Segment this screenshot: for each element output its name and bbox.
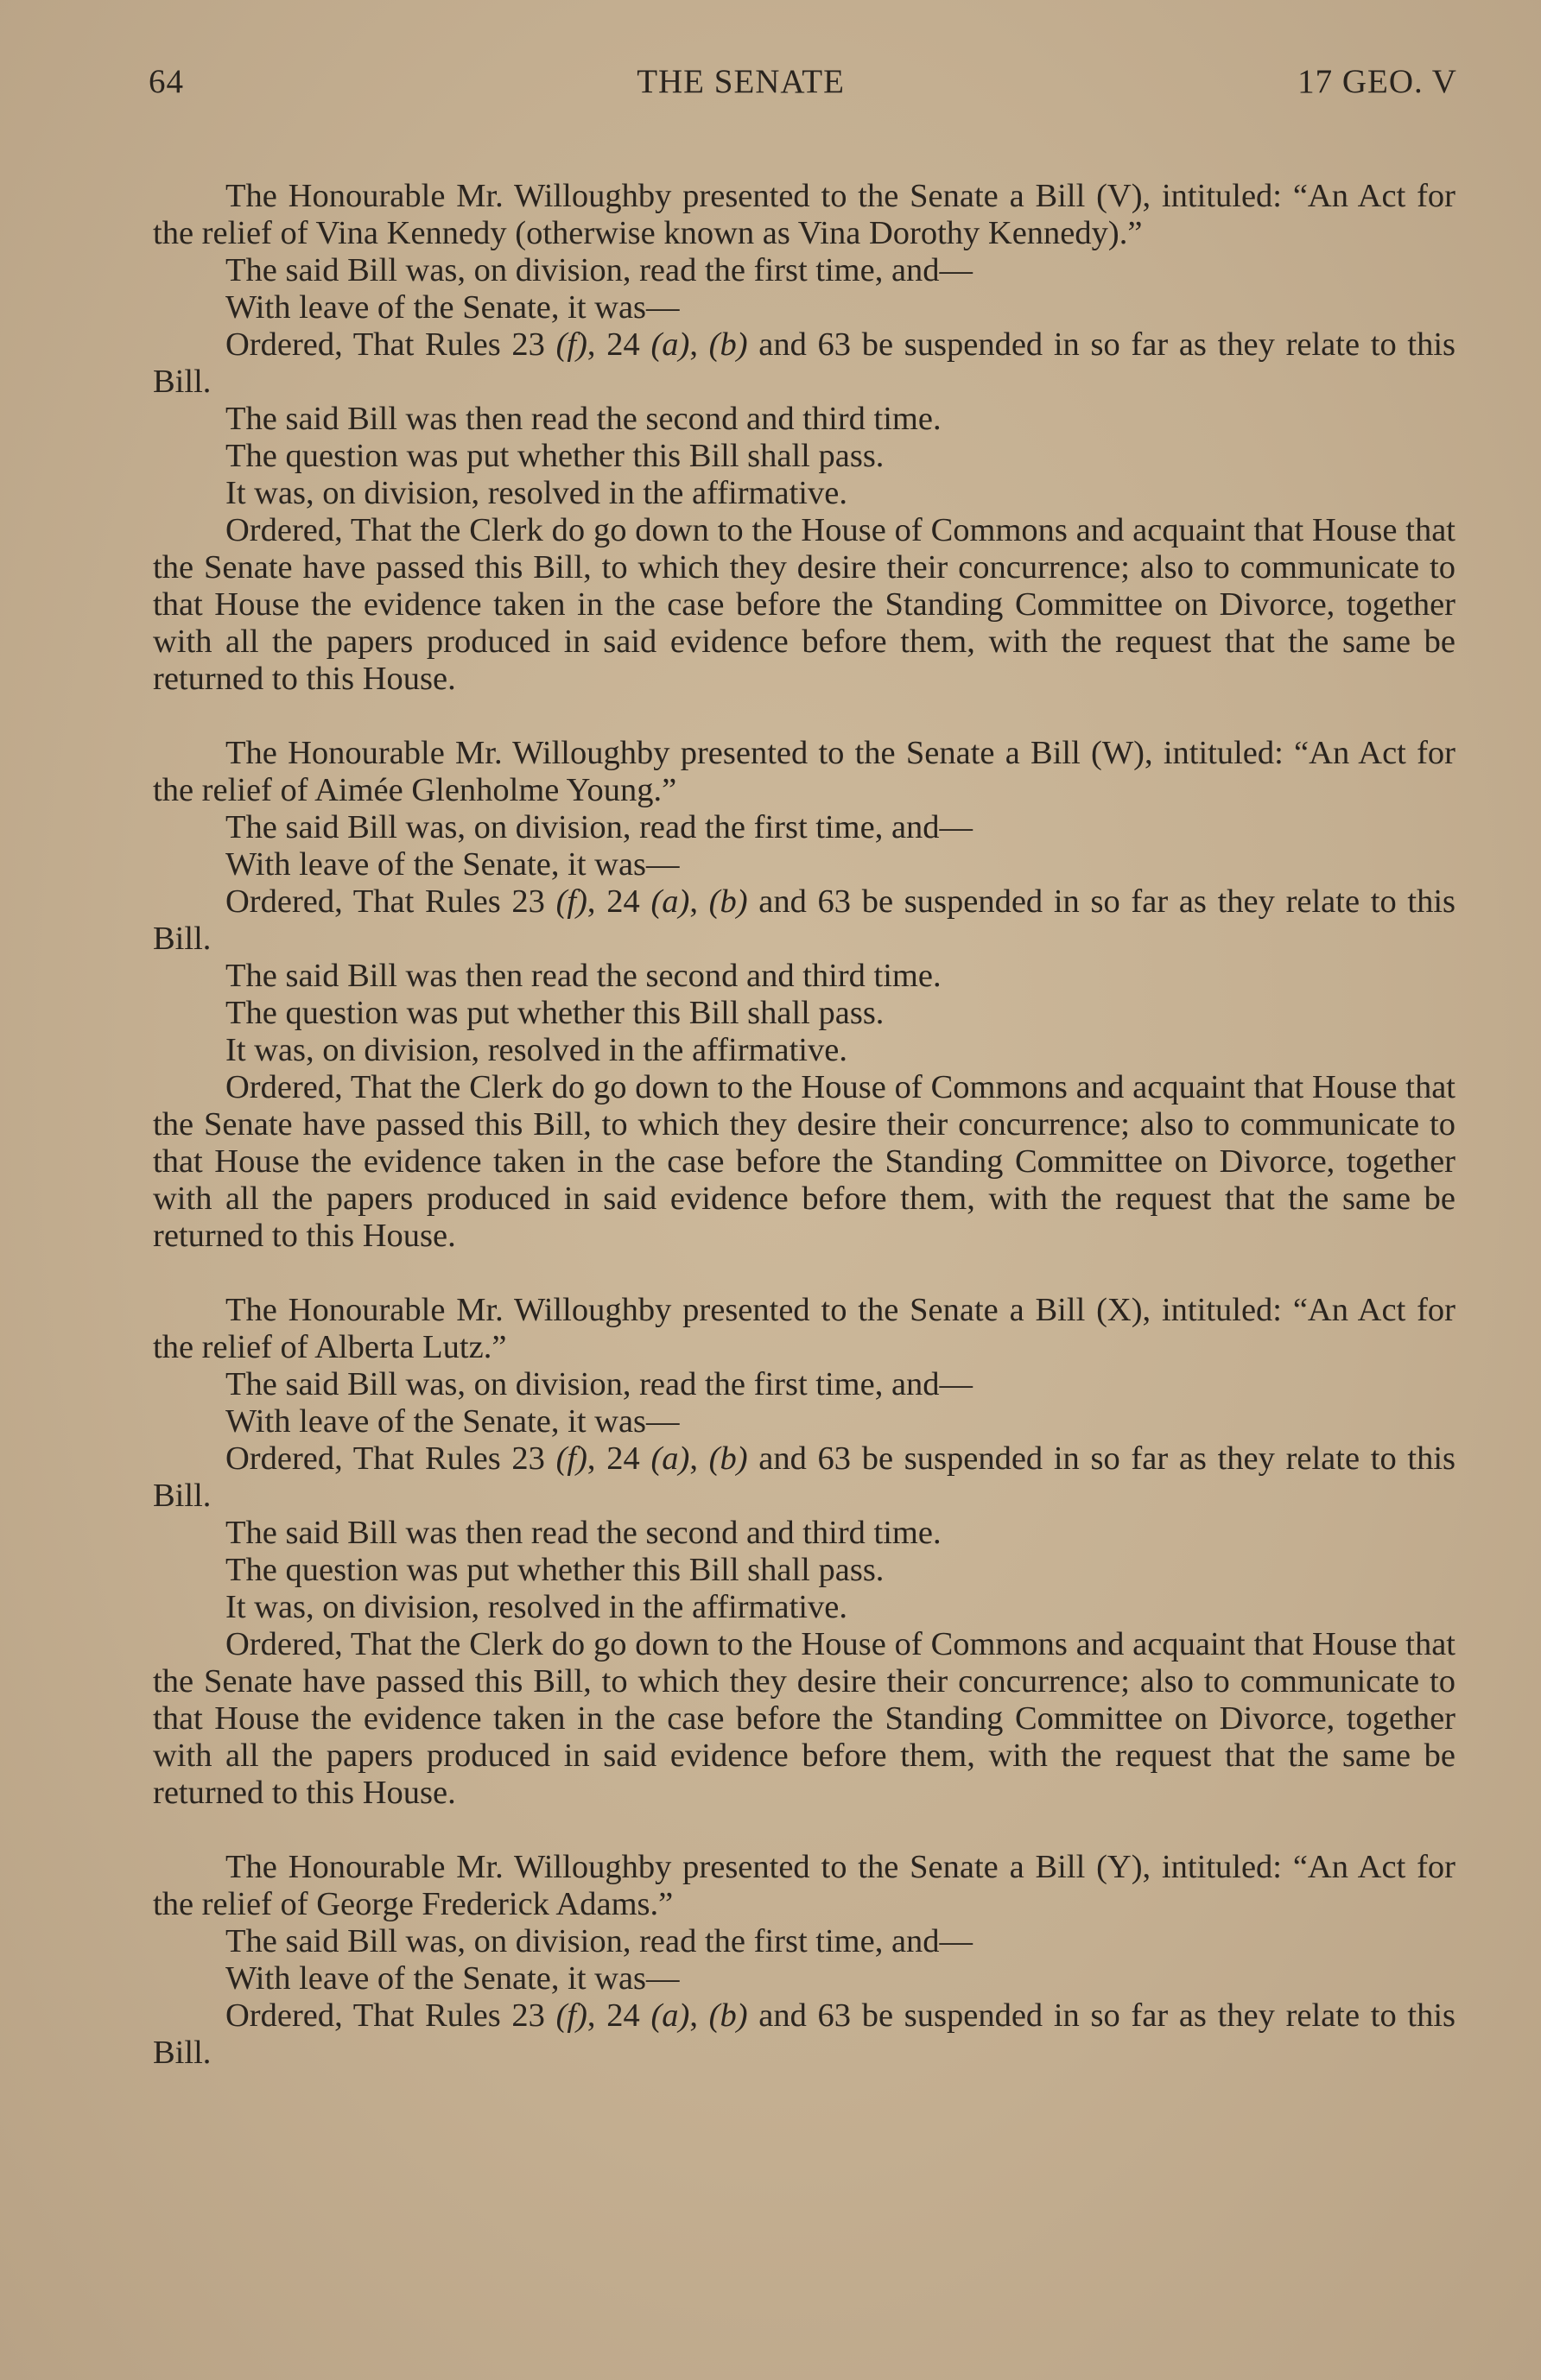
clerk-order-paragraph: Ordered, That the Clerk do go down to the House of Commons and acquaint that House that the Senate have passed this Bill, to which they desire their concurrence; also to communicate to that House the evidence taken in the case before the Standing Committee on Divorce, together with all the papers produced in said evidence before them, with the request that the same be returned to this House. [153, 1069, 1455, 1254]
page-title: THE SENATE [637, 63, 845, 100]
rules-suspended-paragraph: Ordered, That Rules 23 (f), 24 (a), (b) and 63 be suspended in so far as they relate to this Bill. [153, 1440, 1456, 1514]
first-reading-line: The said Bill was, on division, read the first time, and— [225, 1923, 973, 1959]
resolved-line: It was, on division, resolved in the affirmative. [225, 1589, 847, 1625]
second-reading-line: The said Bill was then read the second and third time. [225, 1515, 942, 1551]
first-reading-line: The said Bill was, on division, read the first time, and— [225, 1366, 973, 1402]
leave-line: With leave of the Senate, it was— [225, 1960, 680, 1997]
question-line: The question was put whether this Bill shall pass. [225, 1552, 885, 1588]
journal-body [153, 178, 1455, 2072]
second-reading-line: The said Bill was then read the second and third time. [225, 958, 942, 994]
leave-line: With leave of the Senate, it was— [225, 846, 680, 883]
bill-presented-paragraph: The Honourable Mr. Willoughby presented to the Senate a Bill (V), intituled: “An Act for the relief of Vina Kennedy (otherwise known as Vina Dorothy Kennedy).” [153, 178, 1455, 251]
bill-presented-paragraph: The Honourable Mr. Willoughby presented to the Senate a Bill (X), intituled: “An Act for the relief of Alberta Lutz.” [153, 1292, 1455, 1365]
bill-entry-v [153, 178, 1455, 698]
clerk-order-paragraph: Ordered, That the Clerk do go down to the House of Commons and acquaint that House that the Senate have passed this Bill, to which they desire their concurrence; also to communicate to that House the evidence taken in the case before the Standing Committee on Divorce, together with all the papers produced in said evidence before them, with the request that the same be returned to this House. [153, 512, 1455, 697]
resolved-line: It was, on division, resolved in the affirmative. [225, 1032, 847, 1068]
leave-line: With leave of the Senate, it was— [225, 1403, 680, 1440]
question-line: The question was put whether this Bill shall pass. [225, 995, 885, 1031]
bill-entry-x [153, 1292, 1455, 1812]
bill-entry-y [153, 1849, 1455, 2072]
clerk-order-paragraph: Ordered, That the Clerk do go down to the House of Commons and acquaint that House that the Senate have passed this Bill, to which they desire their concurrence; also to communicate to that House the evidence taken in the case before the Standing Committee on Divorce, together with all the papers produced in said evidence before them, with the request that the same be returned to this House. [153, 1626, 1455, 1811]
page-number: 64 [149, 63, 184, 100]
rules-suspended-paragraph: Ordered, That Rules 23 (f), 24 (a), (b) and 63 be suspended in so far as they relate to this Bill. [153, 326, 1456, 400]
first-reading-line: The said Bill was, on division, read the first time, and— [225, 252, 973, 288]
leave-line: With leave of the Senate, it was— [225, 289, 680, 326]
session-label: 17 GEO. V [1297, 63, 1457, 100]
rules-suspended-paragraph: Ordered, That Rules 23 (f), 24 (a), (b) and 63 be suspended in so far as they relate to this Bill. [153, 1997, 1456, 2071]
first-reading-line: The said Bill was, on division, read the first time, and— [225, 809, 973, 845]
bill-entry-w [153, 735, 1455, 1255]
rules-suspended-paragraph: Ordered, That Rules 23 (f), 24 (a), (b) and 63 be suspended in so far as they relate to this Bill. [153, 883, 1456, 957]
second-reading-line: The said Bill was then read the second and third time. [225, 401, 942, 437]
page-header [149, 62, 1457, 105]
resolved-line: It was, on division, resolved in the affirmative. [225, 475, 847, 511]
question-line: The question was put whether this Bill shall pass. [225, 438, 885, 474]
bill-presented-paragraph: The Honourable Mr. Willoughby presented to the Senate a Bill (W), intituled: “An Act for the relief of Aimée Glenholme Young.” [153, 735, 1455, 808]
bill-presented-paragraph: The Honourable Mr. Willoughby presented to the Senate a Bill (Y), intituled: “An Act for the relief of George Frederick Adams.” [153, 1849, 1455, 1922]
